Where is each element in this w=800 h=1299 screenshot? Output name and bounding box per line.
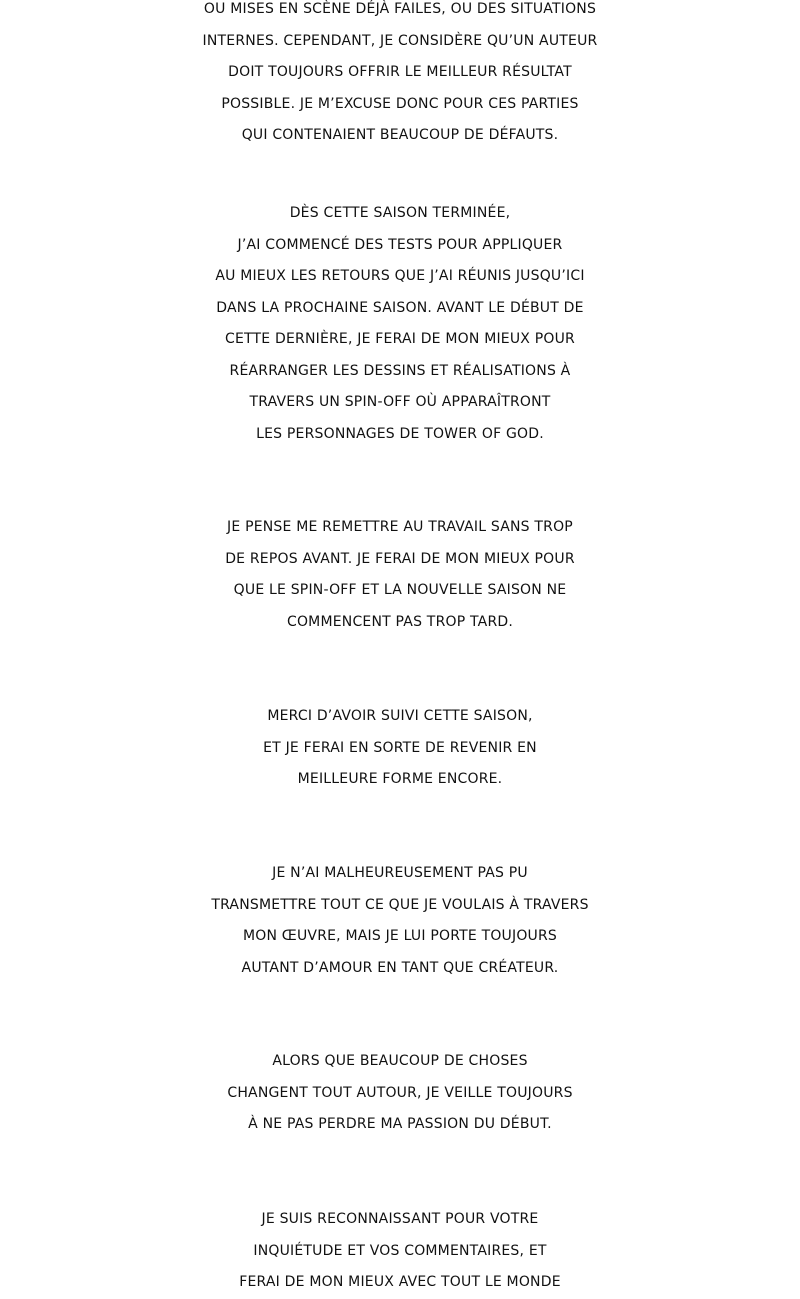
text-line: DE REPOS AVANT. JE FERAI DE MON MIEUX POUR — [225, 550, 575, 567]
paragraph-7 — [0, 1204, 800, 1299]
paragraph-4 — [0, 701, 800, 796]
paragraph-3 — [0, 512, 800, 638]
paragraph-1 — [0, 0, 800, 152]
text-line: INTERNES. CEPENDANT, JE CONSIDÈRE QU’UN AUTEUR — [202, 32, 598, 49]
text-line: ALORS QUE BEAUCOUP DE CHOSES — [272, 1053, 528, 1069]
text-line: POSSIBLE. JE M’EXCUSE DONC POUR CES PARTIES — [221, 95, 579, 112]
text-line: COMMENCENT PAS TROP TARD. — [286, 613, 514, 630]
paragraph-2 — [0, 198, 800, 450]
text-line: AUTANT D’AMOUR EN TANT QUE CRÉATEUR. — [241, 959, 559, 976]
text-line: INQUIÉTUDE ET VOS COMMENTAIRES, ET — [253, 1242, 547, 1259]
text-line: LES PERSONNAGES DE TOWER OF GOD. — [256, 425, 544, 442]
text-line: QUI CONTENAIENT BEAUCOUP DE DÉFAUTS. — [241, 127, 559, 143]
text-line: TRAVERS UN SPIN-OFF OÙ APPARAÎTRONT — [249, 394, 551, 410]
text-line: MERCI D’AVOIR SUIVI CETTE SAISON, — [267, 708, 533, 724]
text-line: DÈS CETTE SAISON TERMINÉE, — [289, 205, 511, 221]
text-line: JE SUIS RECONNAISSANT POUR VOTRE — [261, 1211, 539, 1227]
text-line: MEILLEURE FORME ENCORE. — [297, 771, 503, 787]
text-line: QUE LE SPIN-OFF ET LA NOUVELLE SAISON NE — [233, 582, 567, 598]
text-line: À NE PAS PERDRE MA PASSION DU DÉBUT. — [248, 1116, 552, 1132]
text-line: ET JE FERAI EN SORTE DE REVENIR EN — [263, 739, 537, 756]
text-line: MON ŒUVRE, MAIS JE LUI PORTE TOUJOURS — [242, 928, 558, 944]
text-line: FERAI DE MON MIEUX AVEC TOUT LE MONDE — [239, 1274, 561, 1290]
text-line: TRANSMETTRE TOUT CE QUE JE VOULAIS À TRAVERS — [211, 896, 589, 913]
text-line: AU MIEUX LES RETOURS QUE J’AI RÉUNIS JUSQU’ICI — [215, 268, 585, 284]
text-line: DOIT TOUJOURS OFFRIR LE MEILLEUR RÉSULTAT — [228, 64, 572, 80]
text-line: DANS LA PROCHAINE SAISON. AVANT LE DÉBUT DE — [216, 299, 584, 316]
text-line: JE N’AI MALHEUREUSEMENT PAS PU — [272, 865, 528, 881]
text-line: JE PENSE ME REMETTRE AU TRAVAIL SANS TROP — [227, 519, 573, 535]
text-line: RÉARRANGER LES DESSINS ET RÉALISATIONS À — [229, 362, 571, 379]
text-line: OU MISES EN SCÈNE DÉJÀ FAILES, OU DES SITUATIONS — [203, 1, 597, 17]
paragraph-6 — [0, 1046, 800, 1141]
text-line: CHANGENT TOUT AUTOUR, JE VEILLE TOUJOURS — [227, 1084, 573, 1101]
text-line: CETTE DERNIÈRE, JE FERAI DE MON MIEUX POUR — [225, 331, 575, 347]
text-line: J’AI COMMENCÉ DES TESTS POUR APPLIQUER — [237, 236, 563, 253]
paragraph-5 — [0, 858, 800, 984]
